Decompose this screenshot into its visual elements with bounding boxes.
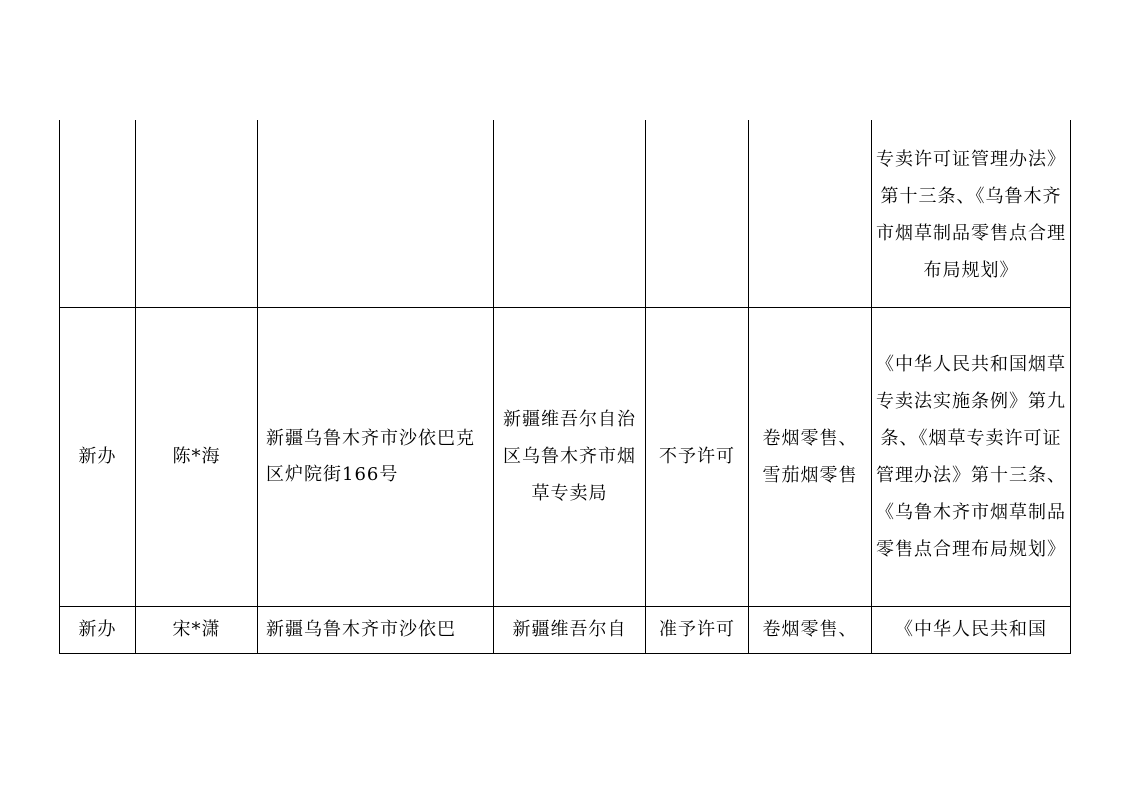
cell-type: 新办: [60, 307, 136, 606]
table-row: [60, 606, 1071, 653]
cell-basis: 《中华人民共和国烟草专卖法实施条例》第九条、《烟草专卖许可证管理办法》第十三条、《乌鲁木齐市烟草制品零售点合理布局规划》: [872, 307, 1071, 606]
cell-decision: 准予许可: [646, 606, 749, 653]
cell-basis: 专卖许可证管理办法》第十三条、《乌鲁木齐市烟草制品零售点合理布局规划》: [872, 120, 1071, 307]
cell-name: 宋*潇: [136, 606, 258, 653]
table-row: [60, 120, 1071, 307]
cell-name: 陈*海: [136, 307, 258, 606]
cell-authority: 新疆维吾尔自治区乌鲁木齐市烟草专卖局: [494, 307, 646, 606]
cell-address: 新疆乌鲁木齐市沙依巴克区炉院街166号: [258, 307, 494, 606]
cell-scope: 卷烟零售、: [749, 606, 872, 653]
cell-address: 新疆乌鲁木齐市沙依巴: [258, 606, 494, 653]
cell-authority: 新疆维吾尔自: [494, 606, 646, 653]
cell-scope: 卷烟零售、雪茄烟零售: [749, 307, 872, 606]
table-row: [60, 307, 1071, 606]
cell-scope: [749, 120, 872, 307]
cell-authority: [494, 120, 646, 307]
cell-type: 新办: [60, 606, 136, 653]
cell-type: [60, 120, 136, 307]
cell-name: [136, 120, 258, 307]
cell-basis: 《中华人民共和国: [872, 606, 1071, 653]
cell-decision: [646, 120, 749, 307]
cell-address: [258, 120, 494, 307]
cell-decision: 不予许可: [646, 307, 749, 606]
license-table: [59, 120, 1071, 654]
